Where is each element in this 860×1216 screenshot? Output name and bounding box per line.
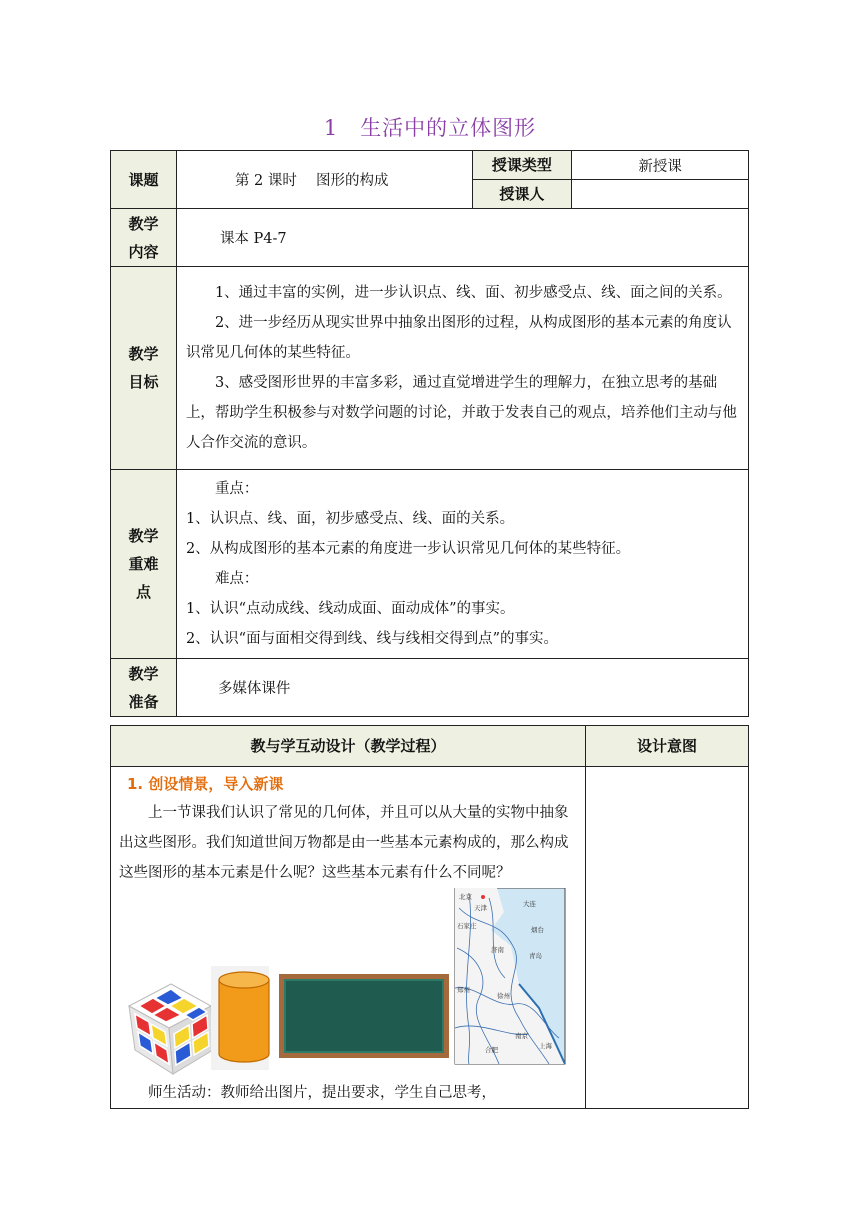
- process-header: 教与学互动设计（教学过程）: [111, 726, 586, 767]
- key-points-content: [176, 470, 748, 659]
- key-line: 2、从构成图形的基本元素的角度进一步认识常见几何体的某些特征。: [185, 541, 631, 557]
- map-label: 青岛: [529, 952, 542, 960]
- teacher-value: [572, 180, 749, 209]
- key-points-label: 教学重难点: [111, 470, 177, 659]
- map-label: 天津: [474, 904, 487, 912]
- goal-item: 2、进一步经历从现实世界中抽象出图形的过程，从构成图形的基本元素的角度认识常见几何体的某些特征。: [185, 315, 732, 361]
- blackboard-image: [279, 974, 449, 1058]
- key-line: 2、认识“面与面相交得到线、线与线相交得到点”的事实。: [185, 631, 558, 647]
- process-content: [111, 767, 586, 1109]
- map-label: 徐州: [497, 992, 510, 1000]
- goals-label: 教学目标: [111, 267, 177, 470]
- intro-paragraph: 上一节课我们认识了常见的几何体，并且可以从大量的实物中抽象出这些图形。我们知道世间万物都是由一些基本元素构成的，那么构成这些图形的基本元素是什么呢？这些基本元素有什么不同呢？: [119, 805, 569, 881]
- key-line: 难点：: [214, 571, 259, 587]
- intent-header: 设计意图: [586, 726, 749, 767]
- map-image: [455, 888, 565, 1064]
- prep-label: 教学准备: [111, 659, 177, 717]
- title-number: 1: [323, 116, 339, 140]
- section-title: 1. 创设情景，导入新课: [127, 775, 284, 793]
- subject-value: 第 2 课时 图形的构成: [176, 151, 472, 209]
- map-label: 上海: [539, 1042, 552, 1050]
- cylinder-image: [211, 966, 269, 1070]
- goals-content: [176, 267, 748, 470]
- content-label: 教学内容: [111, 209, 177, 267]
- title-text: 生活中的立体图形: [360, 116, 537, 140]
- goal-item: 1、通过丰富的实例，进一步认识点、线、面、初步感受点、线、面之间的关系。: [214, 285, 732, 301]
- key-line: 1、认识“点动成线、线动成面、面动成体”的事实。: [185, 601, 515, 617]
- map-label: 北京: [459, 893, 472, 901]
- teacher-label: 授课人: [472, 180, 572, 209]
- map-label: 济南: [491, 946, 504, 954]
- process-table: [110, 725, 749, 1109]
- image-row: [119, 888, 579, 1078]
- prep-value: 多媒体课件: [176, 659, 748, 717]
- map-label: 石家庄: [457, 922, 477, 930]
- goal-item: 3、感受图形世界的丰富多彩，通过直觉增进学生的理解力，在独立思考的基础上，帮助学生积极参与对数学问题的讨论，并敢于发表自己的观点，培养他们主动与他人合作交流的意识。: [185, 375, 737, 451]
- lesson-info-table: [110, 150, 749, 717]
- page-title: [0, 112, 860, 142]
- map-label: 合肥: [485, 1046, 498, 1054]
- map-label: 大连: [523, 900, 536, 908]
- rubiks-cube-image: [129, 984, 213, 1074]
- intent-content: [586, 767, 749, 1109]
- type-value: 新授课: [572, 151, 749, 180]
- subject-label: 课题: [111, 151, 177, 209]
- map-label: 南京: [515, 1032, 528, 1040]
- activity-paragraph: 师生活动：教师给出图片，提出要求，学生自己思考，: [148, 1085, 496, 1101]
- map-label: 郑州: [457, 986, 470, 994]
- illustrations: [119, 888, 579, 1078]
- content-value: 课本 P4-7: [176, 209, 748, 267]
- key-line: 重点：: [214, 481, 259, 497]
- type-label: 授课类型: [472, 151, 572, 180]
- key-line: 1、认识点、线、面，初步感受点、线、面的关系。: [185, 511, 515, 527]
- map-label: 烟台: [531, 926, 544, 934]
